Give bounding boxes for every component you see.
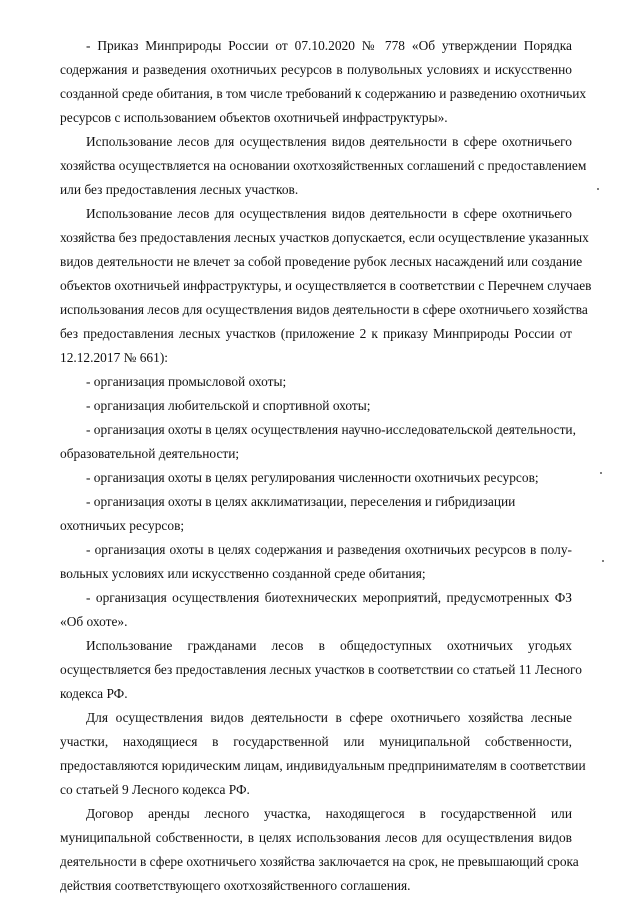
- text-line: видов деятельности не влечет за собой проведение рубок лесных насаждений или создание: [60, 254, 583, 269]
- text-line: Для осуществления видов деятельности в сфере охотничьего хозяйства лесные: [86, 710, 572, 725]
- text-line: участки, находящиеся в государственной или муниципальной собственности,: [60, 734, 572, 749]
- list-item: - организация промысловой охоты;: [86, 374, 287, 389]
- text-line: - Приказ Минприроды России от 07.10.2020 № 778 «Об утверждении Порядка: [86, 38, 572, 53]
- list-item: - организация охоты в целях акклиматизации, переселения и гибридизации: [86, 494, 516, 509]
- list-item: - организация любительской и спортивной охоты;: [86, 398, 371, 413]
- text-line: без предоставления лесных участков (приложение 2 к приказу Минприроды России от: [60, 326, 572, 341]
- text-line: Договор аренды лесного участка, находящегося в государственной или: [86, 806, 572, 821]
- text-line: созданной среде обитания, в том числе требований к содержанию и разведению охотничьих: [60, 86, 587, 101]
- list-item-continuation: образовательной деятельности;: [60, 446, 240, 461]
- text-line: осуществляется без предоставления лесных участков в соответствии со статьей 11 Лесного: [60, 662, 582, 677]
- scan-speck: [597, 188, 599, 190]
- list-item: - организация охоты в целях регулирования численности охотничьих ресурсов;: [86, 470, 539, 485]
- list-item-continuation: охотничьих ресурсов;: [60, 518, 185, 533]
- text-line: со статьей 9 Лесного кодекса РФ.: [60, 782, 250, 797]
- list-item-continuation: «Об охоте».: [60, 614, 128, 629]
- text-line: Использование лесов для осуществления видов деятельности в сфере охотничьего: [86, 206, 572, 221]
- text-line: Использование гражданами лесов в общедоступных охотничьих угодьях: [86, 638, 572, 653]
- list-item: - организация осуществления биотехнических мероприятий, предусмотренных ФЗ: [86, 590, 572, 605]
- text-line: объектов охотничьей инфраструктуры, и осуществляется в соответствии с Перечнем случаев: [60, 278, 592, 293]
- scan-speck: [600, 472, 602, 474]
- text-line: действия соответствующего охотхозяйственного соглашения.: [60, 878, 411, 893]
- text-line: ресурсов с использованием объектов охотничьей инфраструктуры».: [60, 110, 448, 125]
- text-line: содержания и разведения охотничьих ресурсов в полувольных условиях и искусственно: [60, 62, 572, 77]
- text-line: 12.12.2017 № 661):: [60, 350, 168, 365]
- list-item-continuation: вольных условиях или искусственно созданной среде обитания;: [60, 566, 426, 581]
- list-item: - организация охоты в целях содержания и разведения охотничьих ресурсов в полу-: [86, 542, 572, 557]
- text-line: или без предоставления лесных участков.: [60, 182, 299, 197]
- text-line: хозяйства без предоставления лесных участков допускается, если осуществление указанных: [60, 230, 589, 245]
- list-item: - организация охоты в целях осуществления научно-исследовательской деятельности,: [86, 422, 576, 437]
- text-line: кодекса РФ.: [60, 686, 128, 701]
- text-line: муниципальной собственности, в целях использования лесов для осуществления видов: [60, 830, 572, 845]
- text-line: использования лесов для осуществления видов деятельности в сфере охотничьего хозяйства: [60, 302, 588, 317]
- scan-speck: [602, 560, 604, 562]
- text-line: Использование лесов для осуществления видов деятельности в сфере охотничьего: [86, 134, 572, 149]
- text-line: деятельности в сфере охотничьего хозяйства заключается на срок, не превышающий срока: [60, 854, 579, 869]
- text-line: предоставляются юридическим лицам, индивидуальным предпринимателям в соответствии: [60, 758, 586, 773]
- text-line: хозяйства осуществляется на основании охотхозяйственных соглашений с предоставлением: [60, 158, 587, 173]
